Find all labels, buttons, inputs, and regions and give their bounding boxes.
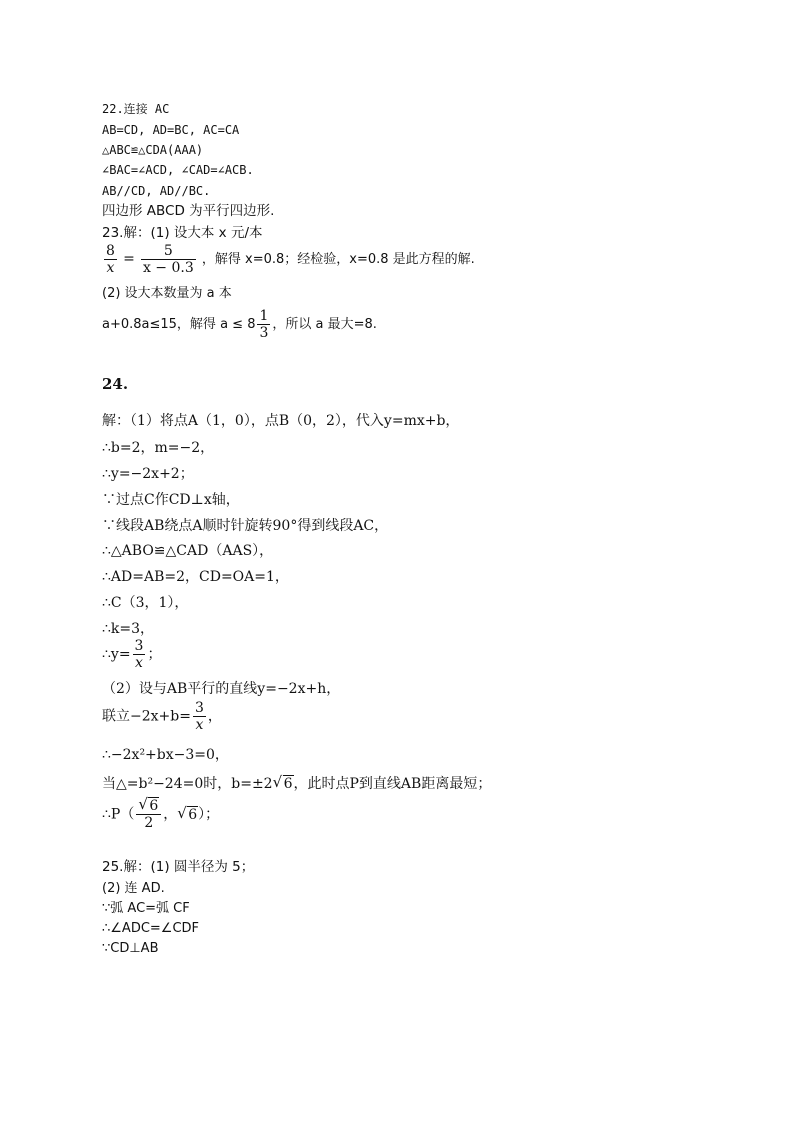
q24-step-14-head: 当△=b²−24=0时，b=±2 xyxy=(102,776,273,792)
equals-sign: = xyxy=(123,251,135,267)
fraction-denominator: x xyxy=(195,717,204,733)
q23-line-1: 23.解：(1) 设大本 x 元/本 xyxy=(102,225,263,241)
q25-line-3: ∵弧 AC=弧 CF xyxy=(102,901,190,916)
q22-line-2: AB=CD, AD=BC, AC=CA xyxy=(102,123,240,137)
q24-step-15-head: ∴P（ xyxy=(102,806,135,823)
q24-step-6: ∴△ABO≌△CAD（AAS）， xyxy=(102,543,274,559)
fraction-denominator: x xyxy=(106,260,115,276)
q23-inequality-tail: ，所以 a 最大=8. xyxy=(272,317,377,332)
q24-step-13: ∴−2x²+bx−3=0， xyxy=(102,747,229,763)
q24-fraction-3-over-x xyxy=(133,638,146,671)
q22-line-1: 22.连接 AC xyxy=(102,102,170,116)
q24-fraction-root6-over-2 xyxy=(136,798,161,831)
q24-step-1: 解：（1）将点A（1，0），点B（0，2），代入y=mx+b， xyxy=(102,413,460,429)
q24-step-7: ∴AD=AB=2，CD=OA=1， xyxy=(102,569,289,585)
q24-step-12-head: 联立−2x+b= xyxy=(102,708,191,725)
q24-step-4: ∵过点C作CD⊥x轴， xyxy=(102,492,240,508)
fraction-numerator: 3 xyxy=(194,700,204,716)
q23-equation-tail: ，解得 x=0.8；经检验，x=0.8 是此方程的解. xyxy=(201,252,475,267)
q24-fraction-3-over-x-2 xyxy=(193,700,206,733)
q24-step-14 xyxy=(102,775,491,793)
fraction-denominator: x − 0.3 xyxy=(142,260,194,276)
q24-step-15 xyxy=(102,798,219,831)
q24-step-10 xyxy=(102,638,161,671)
q25-line-1: 25.解：(1) 圆半径为 5； xyxy=(102,859,255,875)
square-root xyxy=(177,806,198,824)
q23-line-3: (2) 设大本数量为 a 本 xyxy=(102,286,232,301)
q24-step-9: ∴k=3， xyxy=(102,621,155,637)
radicand: 6 xyxy=(149,798,159,814)
q24-step-10-tail: ； xyxy=(147,646,162,663)
q23-fraction-right xyxy=(141,243,196,276)
q24-step-10-head: ∴y= xyxy=(102,646,131,663)
square-root xyxy=(138,798,159,814)
q24-step-3: ∴y=−2x+2； xyxy=(102,466,194,482)
q22-line-3: △ABC≌△CDA(AAA) xyxy=(102,143,204,157)
q24-step-15-tail: ）； xyxy=(198,806,220,823)
q23-inequality-line xyxy=(102,308,377,341)
q23-equation-line xyxy=(102,243,475,276)
fraction-numerator: 8 xyxy=(106,243,115,259)
q22-line-4: ∠BAC=∠ACD, ∠CAD=∠ACB. xyxy=(102,163,254,177)
q24-step-8: ∴C（3，1）， xyxy=(102,595,189,611)
q23-inequality-head: a+0.8a≤15，解得 a ≤ 8 xyxy=(102,317,256,332)
square-root xyxy=(273,775,294,793)
fraction-numerator: 5 xyxy=(141,243,196,260)
q24-step-11: （2）设与AB平行的直线y=−2x+h， xyxy=(102,681,341,697)
q25-line-4: ∴∠ADC=∠CDF xyxy=(102,921,200,936)
q25-line-2: (2) 连 AD. xyxy=(102,881,165,896)
q22-line-5: AB//CD, AD//BC. xyxy=(102,184,211,198)
fraction-denominator: 3 xyxy=(259,325,269,341)
q24-step-12 xyxy=(102,700,222,733)
q22-line-6: 四边形 ABCD 为平行四边形. xyxy=(102,203,275,219)
radicand: 6 xyxy=(188,806,198,823)
q24-step-5: ∵线段AB绕点A顺时针旋转90°得到线段AC， xyxy=(102,518,389,534)
q24-step-12-tail: ， xyxy=(207,708,222,725)
fraction-denominator: x xyxy=(135,655,143,671)
fraction-numerator xyxy=(136,798,161,815)
q25-line-5: ∵CD⊥AB xyxy=(102,941,159,956)
q23-fraction-left xyxy=(104,243,117,276)
fraction-numerator: 1 xyxy=(259,308,269,324)
q24-step-14-tail: ，此时点P到直线AB距离最短； xyxy=(293,776,492,792)
q24-heading: 24. xyxy=(102,375,129,393)
fraction-denominator: 2 xyxy=(144,815,154,831)
radicand: 6 xyxy=(283,776,293,792)
fraction-numerator: 3 xyxy=(134,638,144,654)
q24-step-15-mid: ， xyxy=(163,806,178,823)
q23-mixed-fraction xyxy=(257,308,270,341)
q24-step-2: ∴b=2，m=−2， xyxy=(102,440,215,456)
